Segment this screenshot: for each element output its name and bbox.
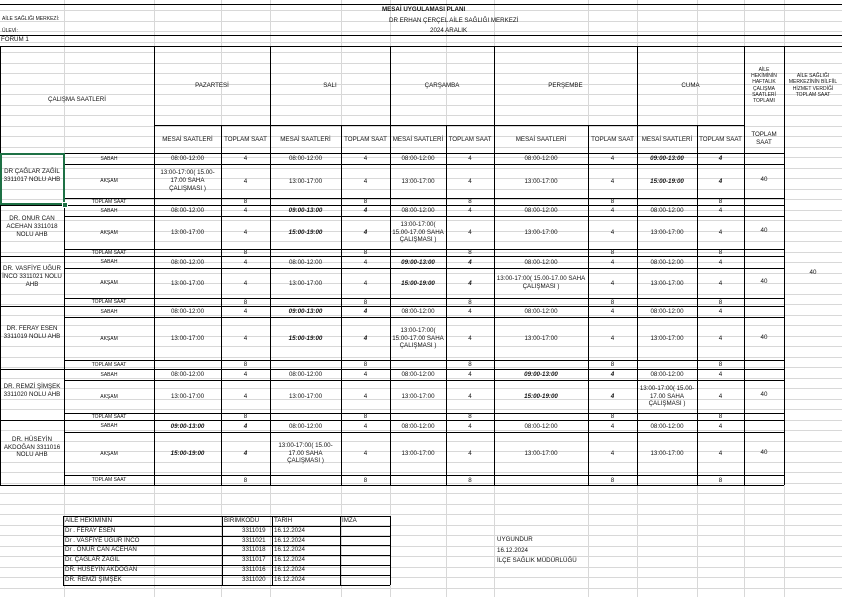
- day-total: 8: [610, 298, 615, 306]
- morning-hours: 08:00-12:00: [170, 155, 205, 162]
- header-calisma-saatleri: ÇALIŞMA SAATLERİ: [48, 96, 106, 103]
- evening-hours: 15:00-19:00: [401, 279, 435, 287]
- table-border: [64, 298, 784, 299]
- day-total: 8: [363, 361, 368, 368]
- header-mesai-saatleri: MESAİ SAATLERİ: [392, 135, 444, 143]
- evening-total: 4: [363, 335, 368, 342]
- table-border: [63, 516, 64, 585]
- morning-total: 4: [718, 155, 723, 162]
- signature-header: İMZA: [342, 517, 357, 524]
- morning-total: 4: [610, 207, 615, 214]
- morning-total: 4: [718, 308, 723, 315]
- evening-total: 4: [718, 177, 723, 185]
- center-total-value: 40: [809, 269, 817, 276]
- signature-cell: DR. REMZİ ŞİMŞEK: [65, 576, 122, 583]
- evening-total: 4: [363, 450, 368, 457]
- morning-total: 4: [468, 422, 472, 430]
- top-left-label-3: FORUM 1: [1, 36, 29, 43]
- morning-hours: 08:00-12:00: [401, 371, 435, 378]
- morning-total: 4: [243, 258, 248, 266]
- day-total: 8: [243, 361, 248, 368]
- evening-hours: 15:00-19:00: [288, 229, 323, 236]
- evening-hours: 13:00-17:00: [650, 229, 684, 236]
- header-weekly-total: AİLE HEKİMİNİN HAFTALIK ÇALIŞMA SAATLERİ TOPLAMI: [751, 66, 777, 104]
- row-label-aksam: AKŞAM: [100, 280, 118, 286]
- evening-total: 4: [243, 279, 248, 287]
- morning-hours: 08:00-12:00: [524, 308, 558, 315]
- weekly-total-value: 40: [760, 175, 768, 183]
- header-day: PAZARTESİ: [195, 82, 229, 89]
- morning-total: 4: [610, 371, 615, 378]
- morning-hours: 08:00-12:00: [170, 207, 205, 214]
- morning-hours: 09:00-13:00: [170, 422, 205, 430]
- weekly-total-value: 40: [760, 277, 768, 285]
- header-center-total: AİLE SAĞLIĞI MERKEZİNİN BİLFİİL HİZMET VERDİĞİ TOPLAM SAAT: [788, 73, 838, 98]
- signature-cell: Dr . VASFİYE UĞUR İNCO: [65, 537, 140, 544]
- row-label-aksam: AKŞAM: [100, 229, 118, 236]
- row-label-aksam: AKŞAM: [100, 393, 118, 400]
- table-border: [64, 475, 784, 476]
- table-border: [0, 4, 842, 5]
- evening-hours: 13:00-17:00: [401, 450, 435, 457]
- doctor-name: DR. REMZİ ŞİMŞEK 3311020 NOLU AHB: [3, 383, 61, 398]
- morning-hours: 08:00-12:00: [401, 308, 435, 315]
- table-border: [222, 516, 223, 585]
- evening-hours: 13:00-17:00: [401, 393, 435, 400]
- morning-total: 4: [610, 258, 615, 266]
- day-total: 8: [718, 198, 723, 205]
- table-border: [272, 516, 273, 585]
- day-total: 8: [363, 413, 368, 420]
- evening-hours: 13:00-17:00: [288, 393, 323, 400]
- evening-total: 4: [718, 229, 723, 236]
- morning-hours: 08:00-12:00: [524, 155, 558, 162]
- signature-cell: 16.12.2024: [274, 527, 305, 534]
- day-total: 8: [610, 476, 615, 484]
- morning-hours: 08:00-12:00: [401, 207, 435, 214]
- evening-total: 4: [610, 393, 615, 400]
- evening-hours: 13:00-17:00: [170, 279, 205, 287]
- signature-header: BİRİMKODU: [224, 517, 260, 524]
- row-label-aksam: AKŞAM: [100, 450, 118, 457]
- day-total: 8: [718, 361, 723, 368]
- evening-total: 4: [363, 279, 368, 287]
- signature-cell: Dr . ONUR CAN ACEHAN: [65, 546, 137, 553]
- day-total: 8: [363, 198, 368, 205]
- morning-hours: 08:00-12:00: [288, 258, 323, 266]
- header-day: PERŞEMBE: [548, 82, 583, 89]
- evening-hours: 13:00-17:00: [650, 335, 684, 342]
- weekly-total-value: 40: [760, 391, 768, 398]
- evening-hours: 15:00-19:00: [650, 177, 684, 185]
- table-border: [0, 485, 784, 486]
- morning-hours: 08:00-12:00: [288, 371, 323, 378]
- header-mesai-saatleri: MESAİ SAATLERİ: [162, 135, 213, 143]
- header-day: SALI: [323, 82, 337, 89]
- table-border: [64, 249, 784, 250]
- evening-total: 4: [718, 450, 723, 457]
- evening-hours: 15:00-19:00: [170, 450, 205, 457]
- row-label-toplam: TOPLAM SAAT: [91, 361, 127, 368]
- header-day: ÇARŞAMBA: [424, 82, 460, 89]
- morning-hours: 08:00-12:00: [650, 422, 684, 430]
- evening-hours: 13:00-17:00( 15.00-17.00 SAHA ÇALIŞMASI ): [278, 441, 333, 465]
- morning-total: 4: [718, 371, 723, 378]
- evening-hours: 13:00-17:00( 15.00-17.00 SAHA ÇALIŞMASI ): [160, 169, 215, 192]
- table-border: [64, 413, 784, 414]
- header-mesai-saatleri: MESAİ SAATLERİ: [280, 135, 331, 143]
- evening-total: 4: [363, 393, 368, 400]
- morning-hours: 08:00-12:00: [170, 258, 205, 266]
- signature-cell: 16.12.2024: [274, 537, 305, 544]
- evening-hours: 13:00-17:00( 15.00-17.00 SAHA ÇALIŞMASI ): [496, 275, 586, 290]
- row-label-toplam: TOPLAM SAAT: [91, 198, 127, 205]
- header-mesai-saatleri: MESAİ SAATLERİ: [515, 135, 567, 143]
- row-label-toplam: TOPLAM SAAT: [91, 477, 127, 483]
- morning-hours: 08:00-12:00: [288, 155, 323, 162]
- page-subtitle: DR ERHAN ÇERÇEL AİLE SAĞLIĞI MERKEZİ: [389, 17, 519, 24]
- signature-header: AİLE HEKİMİNİN: [65, 517, 113, 524]
- signature-header: TARİH: [274, 517, 293, 524]
- doctor-name: DR. HÜSEYİN AKDOĞAN 3311016 NOLU AHB: [3, 435, 61, 459]
- weekly-total-value: 40: [760, 449, 768, 456]
- day-total: 8: [610, 413, 615, 420]
- grid-line: [0, 556, 842, 557]
- day-total: 8: [718, 298, 723, 306]
- morning-hours: 09:00-13:00: [650, 155, 684, 162]
- header-toplam-saat: TOPLAM SAAT: [224, 135, 267, 143]
- morning-hours: 08:00-12:00: [170, 308, 205, 315]
- evening-total: 4: [468, 229, 472, 236]
- grid-line: [0, 588, 842, 589]
- day-total: 8: [243, 198, 248, 205]
- header-day: CUMA: [681, 82, 700, 89]
- row-label-toplam: TOPLAM SAAT: [91, 249, 127, 256]
- row-label-aksam: AKŞAM: [100, 178, 118, 184]
- signature-cell: 16.12.2024: [274, 546, 305, 553]
- doctor-name: DR. FERAY ESEN 3311019 NOLU AHB: [3, 325, 61, 340]
- day-total: 8: [468, 476, 472, 484]
- doctor-name: DR. ONUR CAN ACEHAN 3311018 NOLU AHB: [6, 215, 58, 238]
- evening-total: 4: [243, 229, 248, 236]
- top-left-label-2: ÜLEVİ:: [2, 28, 18, 34]
- day-total: 8: [468, 298, 472, 306]
- evening-total: 4: [610, 279, 615, 287]
- row-label-sabah: SABAH: [100, 207, 118, 214]
- evening-hours: 13:00-17:00: [170, 393, 205, 400]
- evening-hours: 13:00-17:00: [288, 177, 323, 185]
- evening-total: 4: [610, 229, 615, 236]
- table-border: [0, 35, 842, 36]
- morning-total: 4: [243, 155, 248, 162]
- grid-line: [0, 514, 842, 515]
- signature-cell: 3311019: [242, 527, 266, 534]
- morning-total: 4: [468, 371, 472, 378]
- morning-total: 4: [243, 308, 248, 315]
- evening-hours: 13:00-17:00: [524, 177, 558, 185]
- morning-total: 4: [468, 308, 472, 315]
- evening-hours: 13:00-17:00( 15.00-17.00 SAHA ÇALIŞMASI ): [392, 220, 444, 244]
- evening-total: 4: [363, 229, 368, 236]
- doctor-name: DR. VASFİYE UĞUR İNCO 3311021 NOLU AHB: [2, 265, 62, 288]
- day-total: 8: [610, 198, 615, 205]
- row-label-sabah: SABAH: [100, 155, 118, 162]
- evening-total: 4: [243, 450, 248, 457]
- morning-hours: 08:00-12:00: [650, 258, 684, 266]
- morning-total: 4: [718, 258, 723, 266]
- row-label-sabah: SABAH: [100, 308, 118, 315]
- morning-hours: 08:00-12:00: [650, 371, 684, 378]
- page-title: MESAİ UYGULAMASI PLANI: [382, 6, 466, 13]
- evening-total: 4: [610, 335, 615, 342]
- header-toplam-saat: TOPLAM SAAT: [591, 135, 634, 143]
- row-label-toplam: TOPLAM SAAT: [91, 299, 127, 305]
- morning-hours: 08:00-12:00: [524, 258, 558, 266]
- evening-total: 4: [468, 335, 472, 342]
- evening-hours: 13:00-17:00: [524, 450, 558, 457]
- evening-total: 4: [718, 279, 723, 287]
- table-border: [64, 198, 784, 199]
- day-total: 8: [363, 476, 368, 484]
- morning-total: 4: [718, 422, 723, 430]
- grid-line: [0, 577, 842, 578]
- evening-hours: 13:00-17:00: [170, 335, 205, 342]
- day-total: 8: [363, 249, 368, 256]
- evening-hours: 13:00-17:00: [288, 279, 323, 287]
- day-total: 8: [718, 249, 723, 256]
- evening-hours: 13:00-17:00: [170, 229, 205, 236]
- morning-total: 4: [363, 155, 368, 162]
- day-total: 8: [468, 198, 472, 205]
- approval-authority: İLÇE SAĞLIK MÜDÜRLÜĞÜ: [497, 557, 577, 564]
- morning-total: 4: [363, 308, 368, 315]
- evening-total: 4: [468, 177, 472, 185]
- day-total: 8: [363, 298, 368, 306]
- evening-hours: 13:00-17:00: [401, 177, 435, 185]
- morning-hours: 08:00-12:00: [650, 207, 684, 214]
- morning-hours: 08:00-12:00: [288, 422, 323, 430]
- day-total: 8: [468, 413, 472, 420]
- morning-hours: 08:00-12:00: [401, 422, 435, 430]
- evening-total: 4: [468, 450, 472, 457]
- row-label-sabah: SABAH: [100, 259, 118, 265]
- morning-total: 4: [363, 371, 368, 378]
- weekly-total-value: 40: [760, 227, 768, 234]
- signature-cell: 16.12.2024: [274, 566, 305, 573]
- morning-hours: 08:00-12:00: [401, 155, 435, 162]
- day-total: 8: [718, 476, 723, 484]
- top-left-label-1: AİLE SAĞLIĞI MERKEZİ:: [2, 16, 60, 22]
- day-total: 8: [243, 298, 248, 306]
- period-label: 2024 ARALIK: [430, 27, 468, 34]
- morning-total: 4: [610, 308, 615, 315]
- header-mesai-saatleri: MESAİ SAATLERİ: [641, 135, 693, 143]
- morning-total: 4: [610, 155, 615, 162]
- approval-date: 16.12.2024: [497, 547, 528, 554]
- morning-hours: 09:00-13:00: [401, 258, 435, 266]
- morning-hours: 09:00-13:00: [288, 207, 323, 214]
- morning-hours: 08:00-12:00: [524, 422, 558, 430]
- evening-hours: 13:00-17:00: [524, 229, 558, 236]
- morning-hours: 09:00-13:00: [524, 371, 558, 378]
- day-total: 8: [468, 249, 472, 256]
- morning-hours: 09:00-13:00: [288, 308, 323, 315]
- grid-line: [0, 493, 842, 494]
- evening-total: 4: [718, 393, 723, 400]
- day-total: 8: [610, 361, 615, 368]
- header-weekly-toplam: TOPLAM SAAT: [751, 131, 777, 146]
- morning-total: 4: [610, 422, 615, 430]
- morning-total: 4: [363, 207, 368, 214]
- evening-hours: 13:00-17:00: [650, 450, 684, 457]
- row-label-sabah: SABAH: [100, 371, 118, 378]
- day-total: 8: [243, 413, 248, 420]
- row-label-aksam: AKŞAM: [100, 335, 118, 342]
- morning-total: 4: [718, 207, 723, 214]
- evening-total: 4: [243, 393, 248, 400]
- morning-total: 4: [243, 207, 248, 214]
- day-total: 8: [610, 249, 615, 256]
- fill-handle[interactable]: [62, 202, 68, 208]
- header-toplam-saat: TOPLAM SAAT: [448, 135, 492, 143]
- signature-cell: DR. HÜSEYİN AKDOĞAN: [65, 566, 138, 573]
- evening-total: 4: [243, 335, 248, 342]
- row-label-sabah: SABAH: [100, 423, 118, 429]
- day-total: 8: [468, 361, 472, 368]
- morning-total: 4: [468, 155, 472, 162]
- signature-cell: 16.12.2024: [274, 576, 305, 583]
- morning-total: 4: [243, 422, 248, 430]
- table-border: [340, 516, 341, 585]
- signature-cell: 16.12.2024: [274, 556, 305, 563]
- signature-cell: 3311021: [242, 537, 266, 544]
- day-total: 8: [243, 476, 248, 484]
- evening-total: 4: [718, 335, 723, 342]
- morning-total: 4: [243, 371, 248, 378]
- weekly-total-value: 40: [760, 334, 768, 341]
- table-border: [64, 360, 784, 361]
- grid-line: [0, 42, 842, 43]
- evening-total: 4: [243, 177, 248, 185]
- morning-total: 4: [468, 207, 472, 214]
- evening-total: 4: [610, 177, 615, 185]
- evening-hours: 15:00-19:00: [288, 335, 323, 342]
- morning-total: 4: [363, 258, 368, 266]
- signature-cell: 3311018: [242, 546, 266, 553]
- morning-hours: 08:00-12:00: [524, 207, 558, 214]
- evening-hours: 13:00-17:00: [524, 335, 558, 342]
- header-toplam-saat: TOPLAM SAAT: [699, 135, 742, 143]
- evening-total: 4: [468, 279, 472, 287]
- table-border: [63, 585, 390, 586]
- active-cell-selection[interactable]: [0, 153, 65, 205]
- evening-total: 4: [468, 393, 472, 400]
- evening-hours: 15:00-19:00: [524, 393, 558, 400]
- table-border: [390, 516, 391, 585]
- morning-hours: 08:00-12:00: [170, 371, 205, 378]
- day-total: 8: [718, 413, 723, 420]
- signature-cell: Dr. ÇAĞLAR ZAĞİL: [65, 556, 120, 563]
- day-total: 8: [243, 249, 248, 256]
- header-toplam-saat: TOPLAM SAAT: [344, 135, 387, 143]
- doctor-name: DR ÇAĞLAR ZAĞİL 3311017 NOLU AHB: [3, 167, 61, 183]
- evening-total: 4: [363, 177, 368, 185]
- morning-hours: 08:00-12:00: [650, 308, 684, 315]
- evening-hours: 13:00-17:00( 15.00-17.00 SAHA ÇALIŞMASI ): [392, 326, 444, 350]
- evening-total: 4: [610, 450, 615, 457]
- approval-text-1: UYGUNDUR: [497, 536, 533, 543]
- signature-cell: Dr . FERAY ESEN: [65, 527, 116, 534]
- signature-cell: 3311016: [242, 566, 266, 573]
- evening-hours: 13:00-17:00: [650, 279, 684, 287]
- evening-hours: 13:00-17:00( 15.00-17.00 SAHA ÇALIŞMASI ): [639, 384, 695, 408]
- morning-total: 4: [468, 258, 472, 266]
- row-label-toplam: TOPLAM SAAT: [91, 413, 127, 420]
- morning-total: 4: [363, 422, 368, 430]
- grid-line: [0, 504, 842, 505]
- signature-cell: 3311020: [242, 576, 266, 583]
- signature-cell: 3311017: [242, 556, 266, 563]
